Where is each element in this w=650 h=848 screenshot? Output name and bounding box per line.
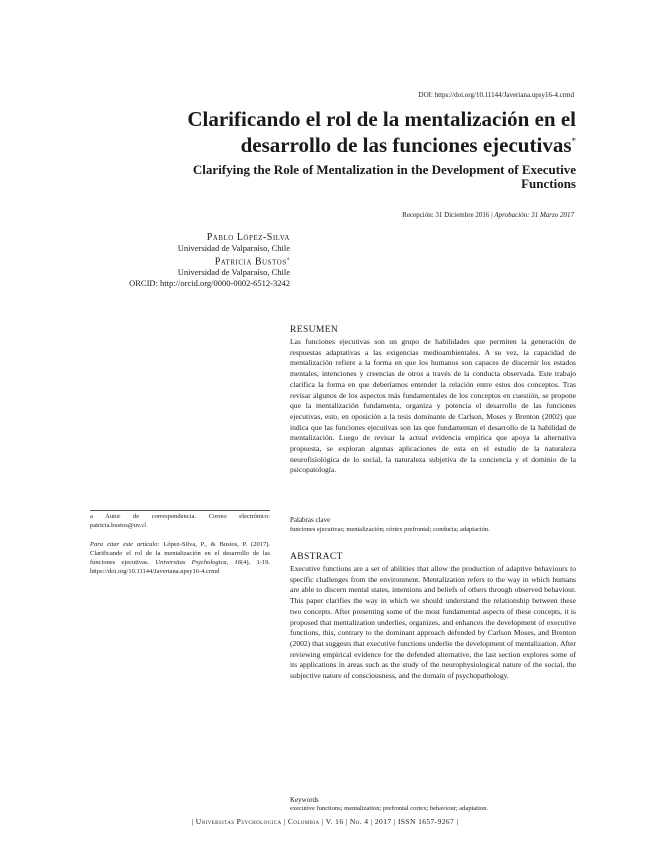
cite-text: López-Silva, P., & Bustos, P. (2017). Clarificando el rol de la mentalización en el desarrollo de las funciones ejecutivas. [90,541,270,566]
page-footer: | Universitas Psychologica | Colombia | V. 16 | No. 4 | 2017 | ISSN 1657-9267 | [191,817,459,826]
footnote-divider [90,510,270,511]
title-footnote-marker: * [571,136,576,146]
abstract-text: Executive functions are a set of abilities that allow the production of adaptive behaviours to specific challenges from the environment. Mentalization refers to the way in which humans are able to discern mental states, intentions and beliefs of others through observed behaviour. This paper clarifies the way in which we should understand the relationship between these two concepts. After presenting some of the most fundamental aspects of these concepts, it is proposed that mentalization underlies, organizes, and enhances the development of executive functions, this, contrary to the dominant approach defended by Carlson Moses, and Brenton (2002) that suggests that executive functions underlie the development of mentalization. After reviewing empirical evidence for the defended alternative, the last section explores some of its applications in areas such as the study of the neurophysiological nature of the social, the subjective nature of consciousness, and the domain of psychopathology. [290,564,576,681]
citation-note [90,540,270,576]
author-block [129,232,290,289]
abstract-keywords-label: Keywords [290,796,319,804]
approved-date: Aprobación: 31 Marzo 2017 [494,211,574,219]
resumen-keywords-label: Palabras clave [290,516,331,524]
doi-line[interactable]: DOI: https://doi.org/10.11144/Javeriana.upsy16-4.crmd [418,91,574,99]
resumen-keywords: funciones ejecutivas; mentalización; córtex prefrontal; conducta; adaptación. [290,526,490,533]
abstract-heading: ABSTRACT [290,552,343,562]
author-marker: a [286,256,290,262]
correspondence-note[interactable]: a Autor de correspondencia. Correo electrónico: patricia.bustos@uv.cl [90,513,270,529]
resumen-text: Las funciones ejecutivas son un grupo de habilidades que permiten la generación de respuestas adaptativas a las exigencias medioambientales. A su vez, la capacidad de mentalización refiere a la forma en que los humanos son capaces de discernir los estados mentales, intenciones y creencias de otros a través de la conducta observada. Este trabajo clarifica la forma en que deberíamos entender la relación entre estos dos conceptos. Tras revisar algunos de los aspectos más fundamentales de los conceptos en cuestión, se propone que la mentalización fundamenta, organiza y potencia el desarrollo de las funciones ejecutivas, esto, en oposición a la tesis dominante de Carlson, Moses y Brenton (2002) que indica que las funciones ejecutivas son las que fundamentan el desarrollo de la habilidad de mentalización. Luego de revisar la actual evidencia empírica que apoya la alternativa propuesta, se exploran algunas aplicaciones de esta en el estudio de la naturaleza neurofisiológica de lo social, la naturaleza subjetiva de la conciencia y el dominio de la psicopatología. [290,337,576,475]
resumen-heading: RESUMEN [290,325,339,335]
author-affiliation-2: Universidad de Valparaíso, Chile [177,267,290,278]
article-title-english: Clarifying the Role of Mentalization in the Development of Executive Functions [192,162,576,191]
author-name-2 [129,254,290,267]
cite-journal: Universitas Psychologica, 16 [155,559,241,566]
title-text: Clarificando el rol de la mentalización en el desarrollo de las funciones ejecutivas [187,107,576,157]
received-date: Recepción: 31 Diciembre 2016 [402,211,490,219]
cite-label: Para citar este artículo: [90,541,160,548]
orcid-line[interactable]: ORCID: http://orcid.org/0000-0002-6512-3242 [129,278,290,289]
author-name-2-text: Patricia Bustos [214,256,287,268]
author-affiliation-1: Universidad de Valparaíso, Chile [177,243,290,253]
date-separator: | [489,211,495,219]
submission-dates [402,211,574,219]
cite-rest[interactable]: (4), 1-19. https://doi.org/10.11144/Javeriana.upsy16-4.crmd [90,559,270,575]
abstract-keywords: executive functions; mentalization; prefrontal cortex; behaviour; adaptation. [290,805,488,812]
author-name-1: Pablo López-Silva [206,232,290,243]
article-title-spanish [96,108,576,156]
